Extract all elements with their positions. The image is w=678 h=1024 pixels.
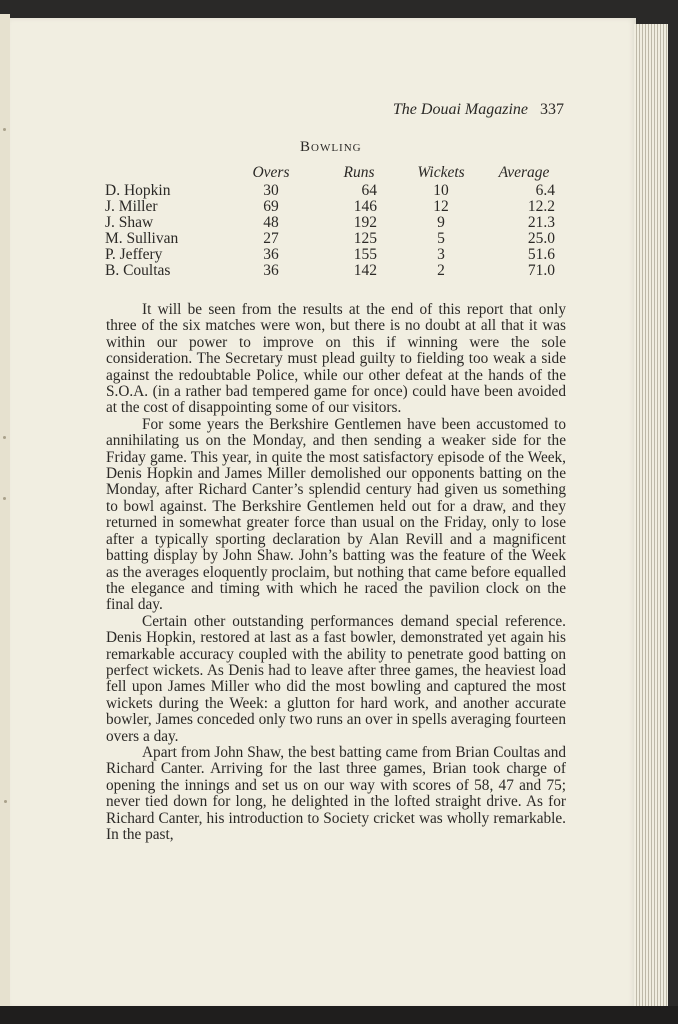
section-heading: Bowling — [300, 139, 362, 155]
overs-cell: 27 — [263, 230, 279, 247]
runs-cell: 142 — [353, 262, 377, 279]
runs-cell: 146 — [353, 198, 377, 215]
average-cell: 25.0 — [527, 230, 555, 247]
overs-cell: 36 — [263, 246, 279, 263]
table-row — [105, 230, 565, 246]
wickets-cell: 5 — [437, 230, 445, 247]
margin-speck — [3, 497, 6, 500]
paragraph: Certain other outstanding performances demand special reference. Denis Hopkin, restored at last as a fast bowler, demonstrated yet again his remarkable accuracy coupled with the ability to penetrate good batting on perfect wickets. As Denis had to leave after three games, the heaviest load fell upon James Miller who did the most bowling and captured the most wickets during the Week: a glutton for hard work, and another accurate bowler, James conceded only two runs an over in spells averaging fourteen overs a day. — [106, 612, 566, 745]
column-header-wickets: Wickets — [417, 164, 465, 181]
facing-page-edge — [0, 14, 10, 1010]
page-number: 337 — [540, 101, 564, 118]
bowling-table — [105, 164, 565, 278]
overs-cell: 69 — [263, 198, 279, 215]
bowler-name: J. Miller — [105, 198, 158, 215]
margin-speck — [3, 128, 6, 131]
table-row — [105, 182, 565, 198]
article-body — [106, 302, 566, 843]
scan-bottom-edge — [0, 1006, 678, 1024]
overs-cell: 48 — [263, 214, 279, 231]
column-header-average: Average — [498, 164, 550, 181]
runs-cell: 155 — [353, 246, 377, 263]
running-header — [300, 101, 564, 119]
magazine-title: The Douai Magazine — [392, 101, 528, 118]
column-header-overs: Overs — [252, 164, 290, 181]
average-cell: 12.2 — [527, 198, 555, 215]
table-header-row — [105, 164, 565, 182]
bowler-name: D. Hopkin — [105, 182, 171, 199]
table-row — [105, 246, 565, 262]
table-row — [105, 262, 565, 278]
runs-cell: 125 — [353, 230, 377, 247]
wickets-cell: 3 — [437, 246, 445, 263]
paragraph: For some years the Berkshire Gentlemen have been accustomed to annihilating us on the Monday, and then sending a weaker side for the Friday game. This year, in quite the most satisfactory episode of the Week, Denis Hopkin and James Miller demolished our opponents batting on the Monday, after Richard Canter’s splendid century had given us something to bowl against. The Berkshire Gentlemen held out for a draw, and they returned in somewhat greater force than usual on the Friday, only to lose after a typically sporting declaration by Alan Revill and a magnificent batting display by John Shaw. John’s batting was the feature of the Week as the averages eloquently proclaim, but nothing that came before equalled the elegance and timing with which he raced the pavilion clock on the final day. — [106, 415, 566, 614]
margin-speck — [3, 436, 6, 439]
runs-cell: 192 — [353, 214, 377, 231]
average-cell: 6.4 — [535, 182, 555, 199]
average-cell: 51.6 — [527, 246, 555, 263]
page-stack-edges — [634, 24, 668, 1006]
column-header-runs: Runs — [343, 164, 375, 181]
bowler-name: B. Coultas — [105, 262, 171, 279]
wickets-cell: 2 — [437, 262, 445, 279]
paragraph: It will be seen from the results at the end of this report that only three of the six matches were won, but there is no doubt at all that it was within our power to improve on this if winning were the sole consideration. The Secretary must plead guilty to fielding too weak a side against the redoubtable Police, while our other defeat at the hands of the S.O.A. (in a rather bad tempered game for once) could have been avoided at the cost of disappointing some of our visitors. — [106, 301, 566, 417]
overs-cell: 30 — [263, 182, 279, 199]
wickets-cell: 12 — [433, 198, 449, 215]
paragraph: Apart from John Shaw, the best batting came from Brian Coultas and Richard Canter. Arriving for the last three games, Brian took charge of opening the innings and set us on our way with scores of 58, 47 and 75; never tied down for long, he delighted in the lofted straight drive. As for Richard Canter, his introduction to Society cricket was wholly remarkable. In the past, — [106, 743, 566, 843]
bowler-name: J. Shaw — [105, 214, 154, 231]
wickets-cell: 10 — [433, 182, 449, 199]
average-cell: 71.0 — [527, 262, 555, 279]
bowler-name: P. Jeffery — [105, 246, 163, 263]
average-cell: 21.3 — [527, 214, 555, 231]
wickets-cell: 9 — [437, 214, 445, 231]
overs-cell: 36 — [263, 262, 279, 279]
runs-cell: 64 — [361, 182, 377, 199]
bowler-name: M. Sullivan — [105, 230, 179, 247]
margin-speck — [4, 800, 7, 803]
table-row — [105, 214, 565, 230]
table-row — [105, 198, 565, 214]
